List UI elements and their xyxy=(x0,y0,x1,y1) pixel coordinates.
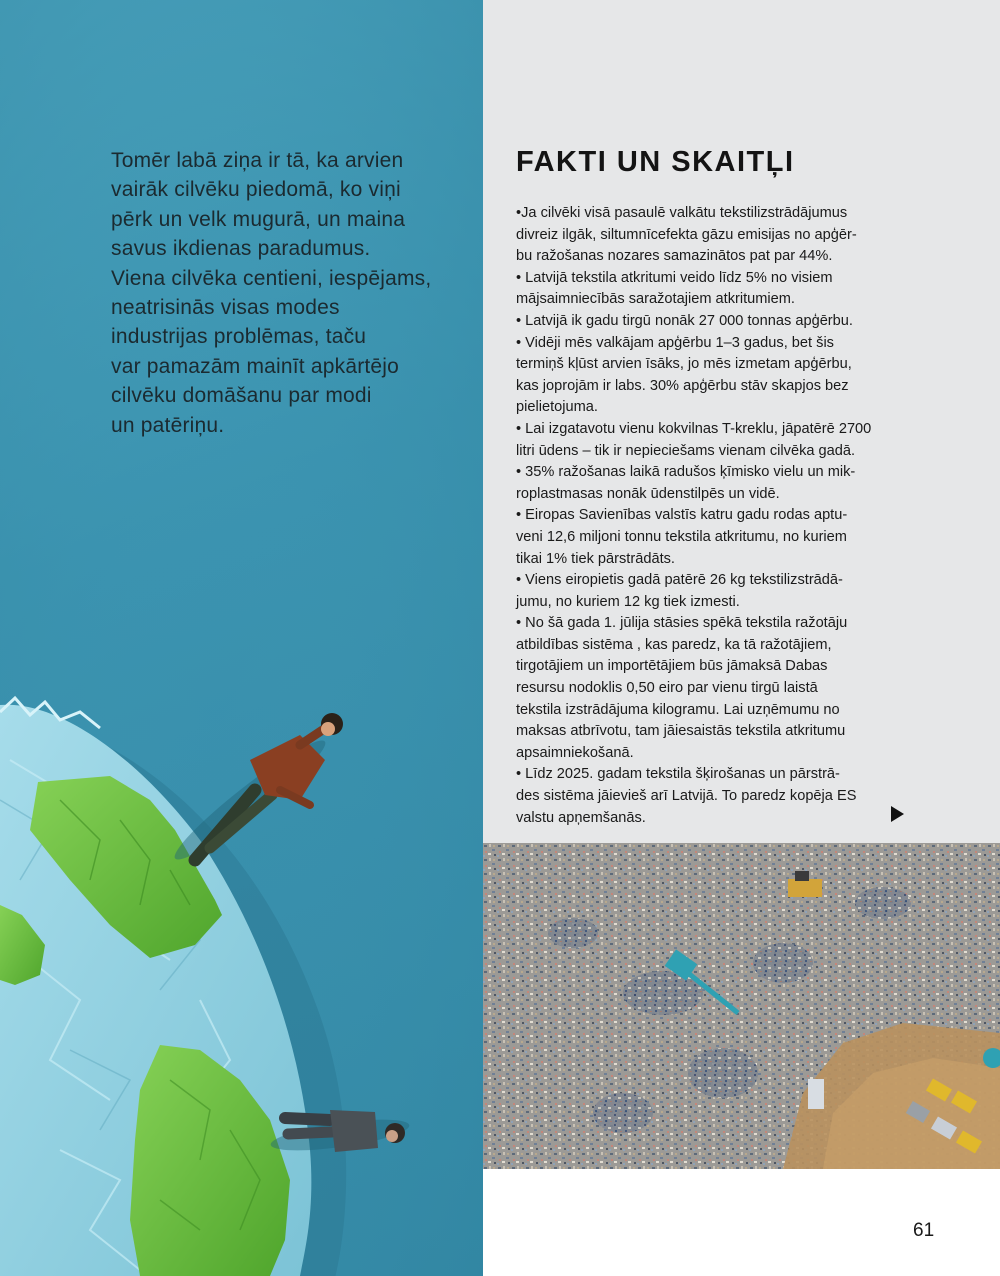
facts-line: kas joprojām ir labs. 30% apģērbu stāv skapjos bez xyxy=(516,377,849,394)
facts-title: FAKTI UN SKAITĻI xyxy=(516,146,795,178)
facts-line: litri ūdens – tik ir nepieciešams vienam cilvēka gadā. xyxy=(516,442,856,459)
facts-panel xyxy=(483,0,1000,843)
facts-line: •Ja cilvēki visā pasaulē valkātu tekstilizstrādājumus xyxy=(516,205,848,221)
next-page-play-icon[interactable] xyxy=(891,806,904,822)
facts-line: maksas atbrīvotu, tam jāiesaistās tekstila atkritumu xyxy=(516,723,846,740)
facts-line: • Lai izgatavotu vienu kokvilnas T-kreklu, jāpatērē 2700 xyxy=(516,420,872,437)
facts-line: termiņš kļūst arvien īsāks, jo mēs izmetam apģērbu, xyxy=(516,356,852,373)
facts-line: pielietojuma. xyxy=(516,399,598,416)
intro-line: savus ikdienas paradumus. xyxy=(111,237,371,261)
facts-line: divreiz ilgāk, siltumnīcefekta gāzu emisijas no apģēr- xyxy=(516,226,857,243)
intro-line: neatrisinās visas modes xyxy=(111,296,340,320)
page-number: 61 xyxy=(913,1220,935,1241)
facts-line: • Līdz 2025. gadam tekstila šķirošanas un pārstrā- xyxy=(516,766,840,783)
facts-line: valstu apņemšanās. xyxy=(516,809,646,826)
facts-line: • Latvijā ik gadu tirgū nonāk 27 000 tonnas apģērbu. xyxy=(516,312,853,329)
facts-line: atbildības sistēma , kas paredz, ka tā ražotājiem, xyxy=(516,636,832,653)
facts-line: tekstila izstrādājuma kilogramu. Lai uzņēmumu no xyxy=(516,701,840,718)
facts-line: • Viens eiropietis gadā patērē 26 kg tekstilizstrādā- xyxy=(516,572,843,589)
facts-line: des sistēma jāievieš arī Latvijā. To paredz kopēja ES xyxy=(516,788,857,805)
intro-line: pērk un velk mugurā, un maina xyxy=(111,207,406,231)
facts-line: roplastmasas nonāk ūdenstilpēs un vidē. xyxy=(516,485,780,502)
intro-line: vairāk cilvēku piedomā, ko viņi xyxy=(111,178,401,202)
facts-line: mājsaimniecībās saražotajiem atkritumiem. xyxy=(516,291,795,308)
facts-line: • Latvijā tekstila atkritumi veido līdz 5% no visiem xyxy=(516,269,833,286)
facts-list xyxy=(516,203,986,829)
facts-line: veni 12,6 miljoni tonnu tekstila atkritumu, no kuriem xyxy=(516,528,847,545)
intro-line: industrijas problēmas, taču xyxy=(111,325,367,349)
facts-line: • Eiropas Savienības valstīs katru gadu rodas aptu- xyxy=(516,507,848,524)
facts-line: • 35% ražošanas laikā radušos ķīmisko vielu un mik- xyxy=(516,464,856,481)
facts-line: resursu nodoklis 0,50 eiro par vienu tirgū laistā xyxy=(516,680,818,697)
intro-line: un patēriņu. xyxy=(111,413,225,437)
intro-line: Viena cilvēka centieni, iespējams, xyxy=(111,266,432,290)
landfill-aerial-photo xyxy=(483,843,1000,1169)
landfill-illustration xyxy=(483,843,1000,1169)
intro-line: var pamazām mainīt apkārtējo xyxy=(111,354,400,378)
facts-line: bu ražošanas nozares samazinātos pat par 44%. xyxy=(516,248,833,265)
facts-line: • Vidēji mēs valkājam apģērbu 1–3 gadus, bet šis xyxy=(516,334,834,351)
facts-line: jumu, no kuriem 12 kg tiek izmesti. xyxy=(516,593,740,610)
facts-line: apsaimniekošanā. xyxy=(516,744,634,761)
facts-line: tirgotājiem un importētājiem būs jāmaksā Dabas xyxy=(516,658,828,675)
intro-line: Tomēr labā ziņa ir tā, ka arvien xyxy=(111,149,404,172)
facts-line: • No šā gada 1. jūlija stāsies spēkā tekstila ražotāju xyxy=(516,615,848,632)
facts-line: tikai 1% tiek pārstrādāts. xyxy=(516,550,675,567)
intro-line: cilvēku domāšanu par modi xyxy=(111,384,372,408)
left-photo-panel xyxy=(0,0,483,1276)
intro-paragraph xyxy=(111,146,461,440)
